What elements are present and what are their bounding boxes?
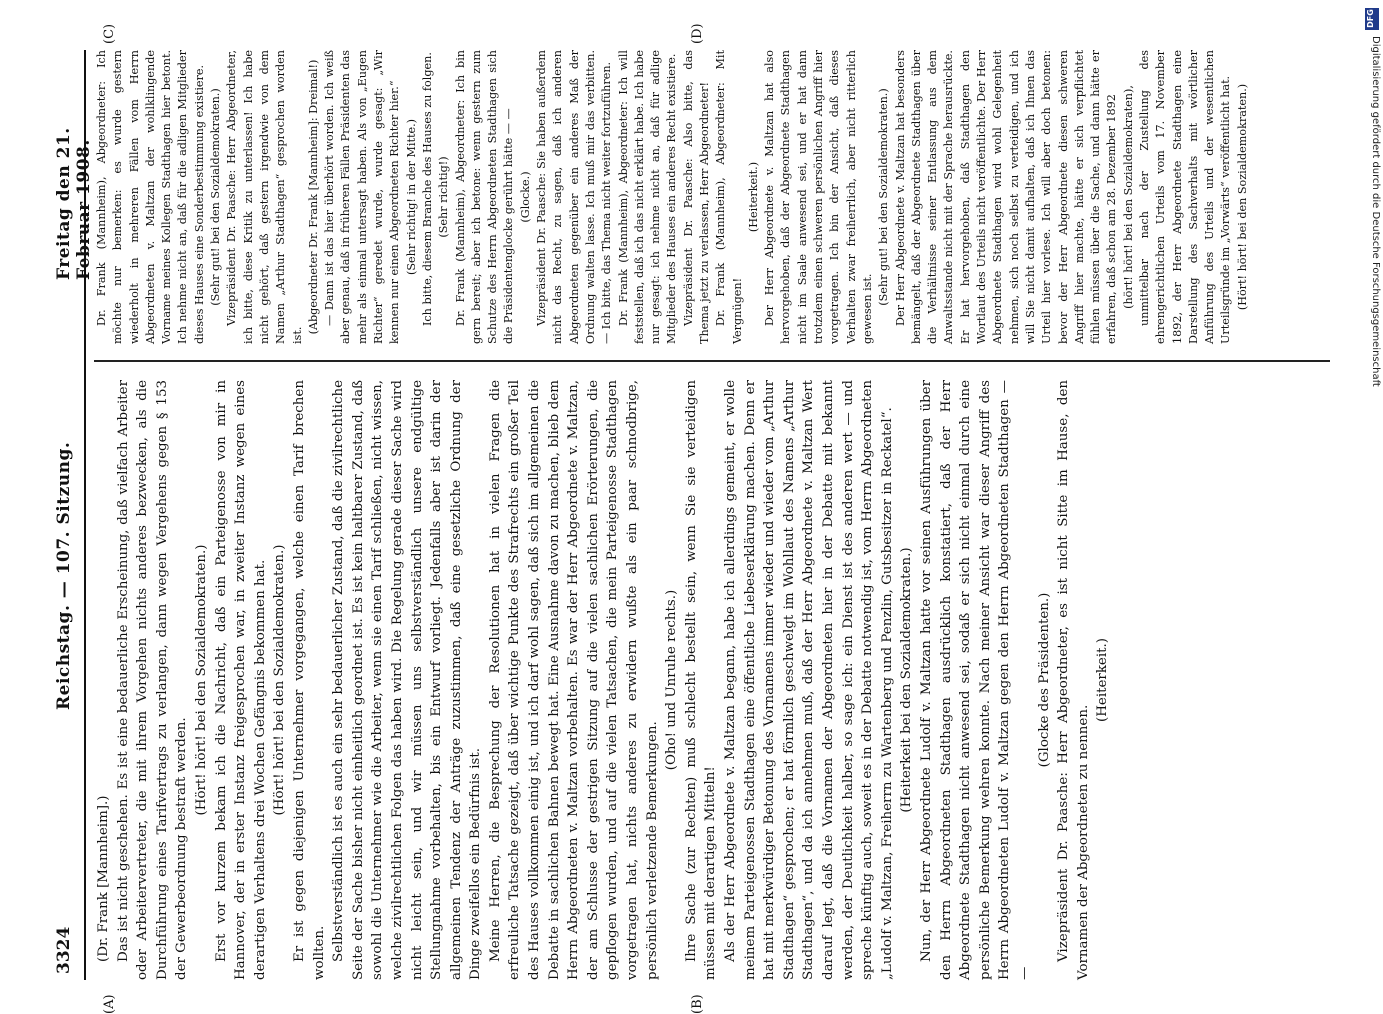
paragraph: (Heiterkeit.) bbox=[1095, 638, 1111, 722]
paragraph: (Sehr gut! bei den Sozialdemokraten.) bbox=[209, 88, 223, 306]
paragraph: Dr. Frank (Mannheim), Abgeordneter: Ich möchte nur bemerken: es wurde gestern wiederholt in mehreren Fällen vom Herrn Abgeordneten v. Maltzan der wohlklingende Vorname meines Kollegen Stadthagen hier betont. Ich nehme nicht an, daß für die adligen Mitglieder dieses Hauses eine Sonderbestimmung existiere. bbox=[95, 50, 206, 344]
paragraph: Dr. Frank (Mannheim), Abgeordneter: Ich will feststellen, daß ich das nicht erklärt habe. Ich habe nur gesagt: ich nehme nicht an, daß für adlige Mitglieder des Hauses ein anderes Recht existiere. bbox=[616, 50, 679, 344]
paragraph: unmittelbar nach der Zustellung des ehrengerichtlichen Urteils vom 17. November 1892, der Herr Abgeordnete Stadthagen eine Darstellung des Sachverhalts mit wörtlicher Anführung des Urteils und der wesentlichen Urteilsgründe im „Vorwärts“ veröffentlicht hat. bbox=[1138, 50, 1233, 344]
paragraph: Dr. Frank (Mannheim), Abgeordneter: Mit Vergnügen! bbox=[714, 50, 744, 344]
paragraph: (Glocke.) bbox=[518, 171, 532, 223]
page-number: 3324 bbox=[54, 926, 74, 974]
paragraph: (Sehr richtig! in der Mitte.) bbox=[404, 118, 418, 276]
paragraph: Ich bitte, diesem Branche des Hauses zu folgen. bbox=[420, 52, 434, 326]
paragraph: (Hört! hört! bei den Sozialdemokraten.) bbox=[193, 544, 209, 816]
paragraph: Ihre Sache (zur Rechten) muß schlecht bestellt sein, wenn Sie sie verteidigen müssen mit derartigen Mitteln! bbox=[683, 380, 719, 980]
paragraph: (Heiterkeit bei den Sozialdemokraten.) bbox=[899, 547, 915, 813]
paragraph: (Hört! hört! bei den Sozialdemokraten.) bbox=[1235, 83, 1249, 311]
paragraph: Meine Herren, die Besprechung der Resolutionen hat in vielen Fragen die erfreuliche Tatsache gezeigt, daß über wichtige Punkte des Strafrechts ein großer Teil des Hauses vollkommen einig ist, und ich darf wohl sagen, daß sich im allgemeinen die Debatte in sachlichen Bahnen bewegt hat. Eine Ausnahme davon zu machen, blieb dem Herrn Abgeordneten v. Maltzan vorbehalten. Es war der Herr Abgeordnete v. Maltzan, der am Schlusse der gestrigen Sitzung auf die vielen sachlichen Erörterungen, die gepflogen wurden, und auf die vielen Tatsachen, die mein Parteigenosse Stadthagen vorgetragen hat, nichts anderes zu erwidern wußte als ein paar schnodbrige, persönlich verletzende Bemerkungen. bbox=[487, 380, 660, 980]
paragraph: (Sehr richtig!) bbox=[437, 156, 451, 238]
paragraph: Er ist gegen diejenigen Unternehmer vorgegangen, welche einen Tarif brechen wollten. bbox=[291, 380, 327, 980]
paragraph: Vizepräsident Dr. Paasche: Sie haben außerdem nicht das Recht, zu sagen, daß ich anderen Abgeordneten gegenüber ein anderes Maß der Ordnung walten lasse. Ich muß mir das verbitten. — Ich bitte, das Thema nicht weiter fortzuführen. bbox=[535, 50, 614, 344]
paragraph: Selbstverständlich ist es auch ein sehr bedauerlicher Zustand, daß die zivilrechtliche Seite der Sache bisher nicht einheitlich geordnet ist. Es ist kein haltbarer Zustand, daß sowohl die Unternehmer wie die Arbeiter, wenn sie einen Tarif schließen, nicht wissen, welche zivilrechtlichen Folgen das haben wird. Die Regelung gerade dieser Sache wird nicht leicht sein, und wir müssen uns selbstverständlich unsere endgültige Stellungnahme vorbehalten, bis ein Entwurf vorliegt. Jedenfalls aber ist darin der allgemeinen Tendenz der Anträge zuzustimmen, daß eine gesetzliche Ordnung der Dinge zweifellos ein Bedürfnis ist. bbox=[331, 380, 484, 980]
text-column-left bbox=[94, 380, 1334, 980]
paragraph: — Dann ist das hier überhört worden. Ich weiß aber genau, daß in früheren Fällen Präsidenten das mehr als einmal untersagt haben. Als von „Eugen Richter“ geredet wurde, wurde gesagt: „Wir kennen nur einen Abgeordneten Richter hier.“ bbox=[323, 50, 402, 344]
column-divider bbox=[94, 361, 1330, 363]
running-title-right: Freitag den 21. Februar 1908. bbox=[54, 127, 94, 280]
margin-marker-a: (A) bbox=[102, 994, 117, 1014]
paragraph: (Hört! hört! bei den Sozialdemokraten.) bbox=[272, 544, 288, 816]
paragraph: (Heiterkeit.) bbox=[746, 161, 760, 233]
page-header bbox=[50, 50, 94, 980]
margin-marker-c: (C) bbox=[102, 23, 117, 44]
paragraph: Nun, der Herr Abgeordnete Ludolf v. Maltzan hatte vor seinen Ausführungen über den Herrn Abgeordneten Stadthagen ausdrücklich konstatiert, daß der Herr Abgeordnete Stadthagen nicht anwesend sei, sodaß er sich nicht einmal durch eine persönliche Bemerkung wehren konnte. Nach meiner Ansicht war dieser Angriff des Herrn Abgeordneten Ludolf v. Maltzan gegen den Herrn Abgeordneten Stadthagen — — bbox=[918, 380, 1032, 980]
paragraph: Der Herr Abgeordnete v. Maltzan hat besonders bemängelt, daß der Abgeordnete Stadthagen über die Verhältnisse seiner Entlassung aus dem Anwaltsstande nicht mit der Sprache herausrückte. Er hat hervorgehoben, daß Stadthagen den Wortlaut des Urteils nicht veröffentlichte. Der Herr Abgeordnete Stadthagen wird wohl Gelegenheit nehmen, sich noch selbst zu verteidigen, und ich will Sie nicht damit aufhalten, daß ich Ihnen das Urteil hier vorlese. Ich will aber doch betonen: bevor der Herr Abgeordnete diesen schweren Angriff hier machte, hätte er sich verpflichtet fühlen müssen über die Sache, und dann hätte er erfahren, daß schon am 28. Dezember 1892 bbox=[893, 50, 1119, 344]
paragraph: (Oho! und Unruhe rechts.) bbox=[664, 589, 680, 771]
margin-marker-d: (D) bbox=[690, 23, 705, 44]
paragraph: (Abgeordneter Dr. Frank [Mannheim]: Dreimal!) bbox=[306, 59, 320, 335]
paragraph: (hört! hört! bei den Sozialdemokraten), bbox=[1121, 85, 1135, 309]
paragraph: Vizepräsident Dr. Paasche: Herr Abgeordneter, ich bitte, diese Kritik zu unterlassen! Ich habe nicht gehört, daß gestern irgendwie von dem Namen „Arthur Stadthagen“ gesprochen worden ist. bbox=[225, 50, 304, 344]
rotated-sheet bbox=[50, 23, 1340, 1014]
paragraph: Das ist nicht geschehen. Es ist eine bedauerliche Erscheinung, daß vielfach Arbeiter oder Arbeitervertreter, die mit ihrem Vorgehen nichts anderes bezwecken, als die Durchführung eines Tarifvertrags zu verlangen, dann wegen Vergehens gegen § 153 der Gewerbeordnung bestraft werden. bbox=[115, 380, 190, 980]
paragraph: Dr. Frank (Mannheim), Abgeordneter: Ich bin gern bereit; aber ich betone: wenn gestern zum Schutze des Herrn Abgeordneten Stadthagen sich die Präsidentenglocke gerührt hätte — — bbox=[453, 50, 516, 344]
dfg-logo: DFG bbox=[1365, 8, 1379, 30]
running-title-left: Reichstag. — 107. Sitzung. bbox=[54, 441, 74, 710]
paragraph: Als der Herr Abgeordnete v. Maltzan begann, habe ich allerdings gemeint, er wolle meinem Parteigenossen Stadthagen eine öffentliche Liebeserklärung machen. Denn er hat mit merkwürdiger Betonung des Vornamens immer wieder und wieder vom „Arthur Stadthagen“ gesprochen; er hat förmlich geschwelgt im Wohllaut des Namens „Arthur Stadthagen“, und da ich annehmen muß, daß der Herr Abgeordnete v. Maltzan Wert darauf legt, daß die Vornamen der Abgeordneten hier in der Debatte mit bekannt werden, der Deutlichkeit halber, so sage ich: ein Dienst ist des anderen wert — und spreche künftig auch, soweit es in der Debatte notwendig ist, vom Herrn Abgeordneten „Ludolf v. Maltzan, Freiherrn zu Wartenberg und Penzlin, Gutsbesitzer in Reckatel“. bbox=[723, 380, 895, 980]
paragraph: Vizepräsident Dr. Paasche: Also bitte, das Thema jetzt zu verlassen, Herr Abgeordneter! bbox=[681, 50, 711, 344]
paragraph: (Dr. Frank [Mannheim].) bbox=[96, 795, 111, 962]
paragraph: Der Herr Abgeordnete v. Maltzan hat also hervorgehoben, daß der Abgeordnete Stadthagen nicht im Saale anwesend sei, und er hat dann trotzdem einen schweren persönlichen Angriff hier vorgetragen. Ich bin der Ansicht, daß dieses Verhalten zwar freiherrlich, aber nicht ritterlich gewesen ist. bbox=[763, 50, 874, 344]
paragraph: (Glocke des Präsidenten.) bbox=[1036, 592, 1052, 768]
funding-credit: Digitalisierung gefördert durch die Deutsche Forschungsgemeinschaft bbox=[1370, 36, 1381, 387]
paragraph: Erst vor kurzem bekam ich die Nachricht, daß ein Parteigenosse von mir in Hannover, der in erster Instanz freigesprochen war, in zweiter Instanz wegen eines derartigen Verhaltens drei Wochen Gefängnis bekommen hat. bbox=[213, 380, 268, 980]
text-column-right bbox=[94, 50, 1334, 344]
paragraph: Vizepräsident Dr. Paasche: Herr Abgeordneter, es ist nicht Sitte im Hause, den Vornamen der Abgeordneten zu nennen. bbox=[1056, 380, 1091, 980]
margin-marker-b: (B) bbox=[690, 994, 705, 1014]
paragraph: (Sehr gut! bei den Sozialdemokraten.) bbox=[877, 88, 891, 306]
